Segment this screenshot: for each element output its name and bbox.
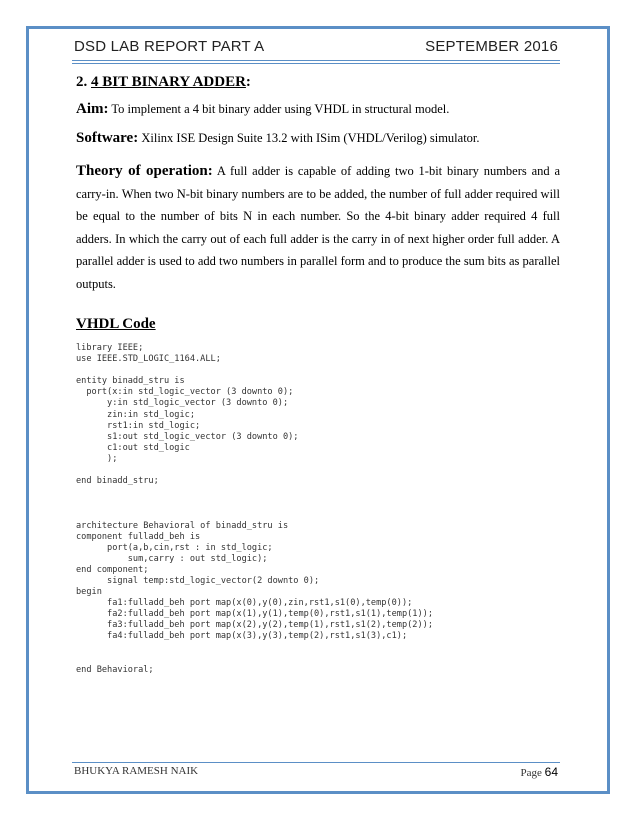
aim-label: Aim:	[76, 101, 109, 117]
vhdl-code-heading: VHDL Code	[76, 316, 156, 332]
theory-text: A full adder is capable of adding two 1-bit binary numbers and a carry-in. When two N-bit binary numbers are to be added, the number of full adder required will be equal to the number of bits N in each number. So the 4-bit binary adder required 4 full adders. In which the carry out of each full adder is the carry in of next higher order full adder. A parallel adder is used to add two numbers in parallel form and to produce the sum bits as parallel outputs.	[76, 164, 560, 291]
page-header	[74, 38, 558, 60]
footer-page-number: 64	[544, 765, 558, 779]
software-paragraph	[76, 130, 560, 147]
header-title: DSD LAB REPORT PART A	[74, 38, 265, 55]
section-number: 2.	[76, 74, 88, 90]
header-date: SEPTEMBER 2016	[425, 38, 558, 55]
header-rule-thin	[72, 63, 560, 64]
aim-text: To implement a 4 bit binary adder using VHDL in structural model.	[111, 102, 450, 116]
footer-author: BHUKYA RAMESH NAIK	[74, 765, 199, 777]
software-label: Software:	[76, 130, 139, 146]
page-footer	[74, 765, 558, 783]
aim-paragraph	[76, 101, 560, 118]
footer-rule	[72, 762, 560, 763]
software-text: Xilinx ISE Design Suite 13.2 with ISim (VHDL/Verilog) simulator.	[141, 131, 480, 145]
header-rule	[72, 60, 560, 61]
vhdl-code-block: library IEEE; use IEEE.STD_LOGIC_1164.ALL; entity binadd_stru is port(x:in std_logic_vector (3 downto 0); y:in std_logic_vector (3 downto 0); zin:in std_logic; rst1:in std_logic; s1:out std_logic_vector (3 downto 0); c1:out std_logic ); end binadd_stru; architecture Behavioral of binadd_stru is component fulladd_beh is port(a,b,cin,rst : in std_logic; sum,carry : out std_logic); end component; signal temp:std_logic_vector(2 downto 0); begin fa1:fulladd_beh port map(x(0),y(0),zin,rst1,s1(0),temp(0)); fa2:fulladd_beh port map(x(1),y(1),temp(0),rst1,s1(1),temp(1)); fa3:fulladd_beh port map(x(2),y(2),temp(1),rst1,s1(2),temp(2)); fa4:fulladd_beh port map(x(3),y(3),temp(2),rst1,s1(3),c1); end Behavioral;	[76, 343, 433, 675]
footer-page-label: Page	[520, 767, 542, 779]
theory-paragraph	[76, 160, 560, 295]
footer-page	[521, 765, 559, 779]
section-title-colon: :	[245, 74, 251, 90]
section-title	[76, 74, 251, 91]
theory-label: Theory of operation:	[76, 163, 213, 179]
section-title-text: 4 BIT BINARY ADDER	[91, 74, 246, 90]
